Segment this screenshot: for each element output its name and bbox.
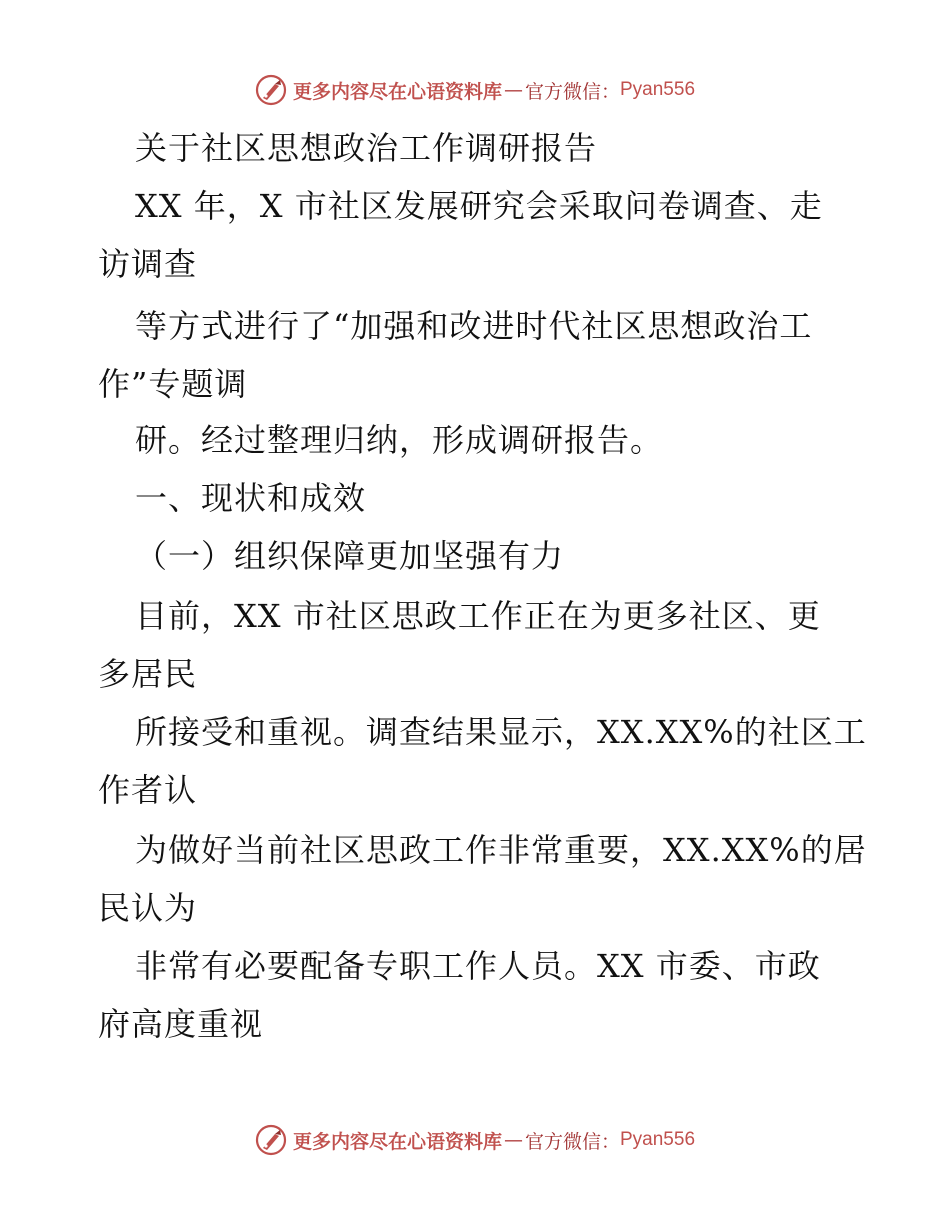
paragraph-line: 所接受和重视。调查结果显示，XX.XX%的社区工 [135, 713, 867, 751]
watermark-wechat-id: Pyan556 [620, 79, 696, 100]
paragraph-line: 民认为 [98, 889, 198, 927]
footer-watermark [0, 1122, 950, 1158]
paragraph-line: 作”专题调 [98, 365, 248, 403]
subsection-heading: （一）组织保障更加坚强有力 [135, 537, 565, 575]
paragraph-line: 为做好当前社区思政工作非常重要，XX.XX%的居 [135, 831, 867, 869]
watermark-label: 官方微信： [524, 1130, 620, 1153]
paragraph-line: 多居民 [98, 655, 198, 693]
quill-pen-logo-icon [255, 74, 287, 106]
paragraph-line: 等方式进行了“加强和改进时代社区思想政治工 [135, 307, 813, 345]
paragraph-line: XX 年，X 市社区发展研究会采取问卷调查、走 [135, 187, 823, 225]
paragraph-line: 访调查 [98, 245, 198, 283]
document-title: 关于社区思想政治工作调研报告 [135, 129, 598, 167]
paragraph-line: 非常有必要配备专职工作人员。XX 市委、市政 [135, 947, 821, 985]
header-watermark [0, 72, 950, 108]
quill-pen-logo-icon [255, 1124, 287, 1156]
watermark-dash: — [503, 79, 523, 101]
watermark-label: 官方微信： [524, 80, 620, 103]
watermark-brand: 更多内容尽在心语资料库 [292, 1130, 502, 1153]
paragraph-line: 府高度重视 [98, 1005, 264, 1043]
watermark-brand: 更多内容尽在心语资料库 [292, 80, 502, 103]
paragraph-line: 作者认 [98, 771, 198, 809]
paragraph-line: 目前，XX 市社区思政工作正在为更多社区、更 [135, 597, 821, 635]
watermark-wechat-id: Pyan556 [620, 1129, 696, 1150]
watermark-dash: — [503, 1129, 523, 1151]
paragraph-line: 研。经过整理归纳，形成调研报告。 [135, 421, 664, 459]
section-heading: 一、现状和成效 [135, 479, 367, 517]
